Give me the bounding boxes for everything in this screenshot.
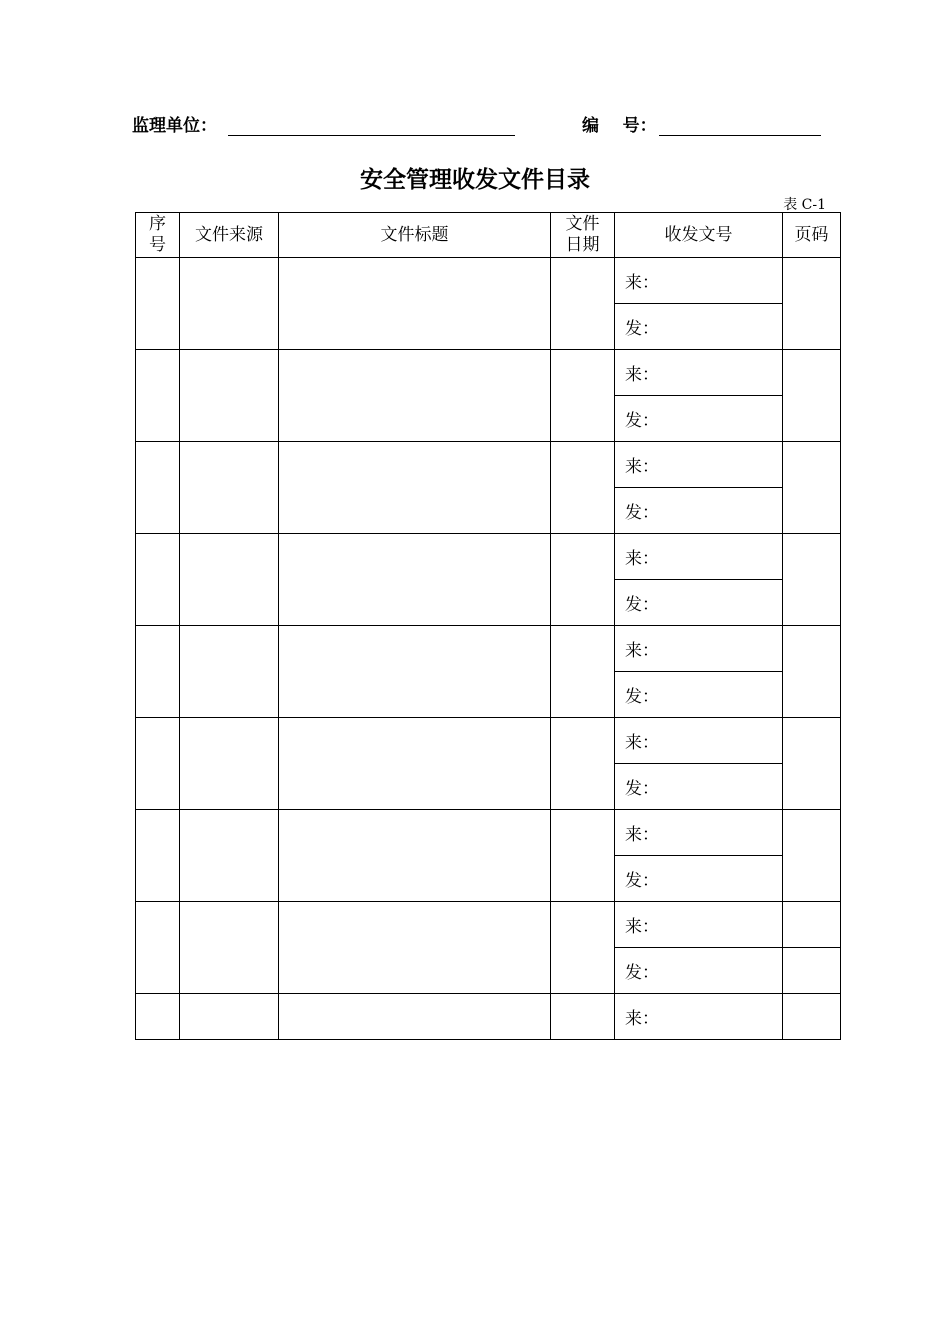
seq-cell[interactable]	[136, 350, 180, 442]
source-cell[interactable]	[180, 350, 279, 442]
date-cell[interactable]	[551, 626, 615, 718]
source-cell[interactable]	[180, 810, 279, 902]
sent-label: 发：	[625, 595, 659, 615]
received-label: 来：	[625, 917, 659, 937]
table-row	[136, 902, 841, 948]
sent-label: 发：	[625, 319, 659, 339]
column-header-date: 文件日期	[551, 213, 615, 258]
page-cell[interactable]	[783, 994, 841, 1040]
column-header-page: 页码	[783, 213, 841, 258]
sent-number-cell[interactable]	[615, 856, 783, 902]
table-row	[136, 810, 841, 856]
page-cell[interactable]	[783, 810, 841, 902]
table-row	[136, 350, 841, 396]
received-number-cell[interactable]	[615, 258, 783, 304]
source-cell[interactable]	[180, 534, 279, 626]
source-cell[interactable]	[180, 994, 279, 1040]
number-label: 编 号：	[582, 116, 657, 136]
title-cell[interactable]	[279, 810, 551, 902]
form-code: 表 C-1	[783, 197, 826, 213]
sent-number-cell[interactable]	[615, 580, 783, 626]
page-cell[interactable]	[783, 626, 841, 718]
table-header-row	[136, 213, 841, 258]
source-cell[interactable]	[180, 258, 279, 350]
received-label: 来：	[625, 457, 659, 477]
source-cell[interactable]	[180, 442, 279, 534]
title-cell[interactable]	[279, 258, 551, 350]
seq-cell[interactable]	[136, 258, 180, 350]
table-row	[136, 258, 841, 304]
sent-number-cell[interactable]	[615, 764, 783, 810]
received-label: 来：	[625, 825, 659, 845]
sent-label: 发：	[625, 779, 659, 799]
supervision-unit-field[interactable]	[228, 135, 515, 136]
date-cell[interactable]	[551, 718, 615, 810]
number-field[interactable]	[659, 135, 821, 136]
date-cell[interactable]	[551, 902, 615, 994]
header-line	[0, 114, 950, 140]
received-number-cell[interactable]	[615, 350, 783, 396]
title-cell[interactable]	[279, 350, 551, 442]
page-cell[interactable]	[783, 948, 841, 994]
sent-label: 发：	[625, 963, 659, 983]
seq-cell[interactable]	[136, 718, 180, 810]
seq-cell[interactable]	[136, 626, 180, 718]
date-cell[interactable]	[551, 810, 615, 902]
received-label: 来：	[625, 549, 659, 569]
column-header-title: 文件标题	[279, 213, 551, 258]
sent-label: 发：	[625, 503, 659, 523]
received-number-cell[interactable]	[615, 626, 783, 672]
sent-number-cell[interactable]	[615, 488, 783, 534]
source-cell[interactable]	[180, 626, 279, 718]
seq-cell[interactable]	[136, 442, 180, 534]
source-cell[interactable]	[180, 718, 279, 810]
table-row	[136, 626, 841, 672]
document-catalog-table	[135, 212, 841, 1040]
received-label: 来：	[625, 273, 659, 293]
table-row	[136, 994, 841, 1040]
table-row	[136, 718, 841, 764]
sent-label: 发：	[625, 411, 659, 431]
table-row	[136, 534, 841, 580]
sent-number-cell[interactable]	[615, 396, 783, 442]
seq-cell[interactable]	[136, 994, 180, 1040]
title-cell[interactable]	[279, 994, 551, 1040]
received-number-cell[interactable]	[615, 902, 783, 948]
sent-number-cell[interactable]	[615, 948, 783, 994]
title-cell[interactable]	[279, 442, 551, 534]
title-cell[interactable]	[279, 902, 551, 994]
seq-cell[interactable]	[136, 902, 180, 994]
supervision-unit-label: 监理单位：	[132, 116, 217, 136]
date-cell[interactable]	[551, 350, 615, 442]
received-label: 来：	[625, 641, 659, 661]
seq-cell[interactable]	[136, 534, 180, 626]
received-label: 来：	[625, 733, 659, 753]
received-number-cell[interactable]	[615, 534, 783, 580]
received-number-cell[interactable]	[615, 994, 783, 1040]
date-cell[interactable]	[551, 994, 615, 1040]
page-cell[interactable]	[783, 258, 841, 350]
column-header-source: 文件来源	[180, 213, 279, 258]
sent-label: 发：	[625, 687, 659, 707]
received-label: 来：	[625, 1009, 659, 1029]
source-cell[interactable]	[180, 902, 279, 994]
date-cell[interactable]	[551, 534, 615, 626]
page-cell[interactable]	[783, 442, 841, 534]
sent-number-cell[interactable]	[615, 304, 783, 350]
title-cell[interactable]	[279, 718, 551, 810]
seq-cell[interactable]	[136, 810, 180, 902]
table-row	[136, 442, 841, 488]
page-cell[interactable]	[783, 350, 841, 442]
received-number-cell[interactable]	[615, 442, 783, 488]
received-number-cell[interactable]	[615, 718, 783, 764]
column-header-seq: 序号	[136, 213, 180, 258]
sent-label: 发：	[625, 871, 659, 891]
page-cell[interactable]	[783, 718, 841, 810]
received-label: 来：	[625, 365, 659, 385]
column-header-doc-number: 收发文号	[615, 213, 783, 258]
page-cell[interactable]	[783, 902, 841, 948]
date-cell[interactable]	[551, 258, 615, 350]
date-cell[interactable]	[551, 442, 615, 534]
title-cell[interactable]	[279, 534, 551, 626]
page-cell[interactable]	[783, 534, 841, 626]
page-title: 安全管理收发文件目录	[360, 167, 590, 193]
received-number-cell[interactable]	[615, 810, 783, 856]
sent-number-cell[interactable]	[615, 672, 783, 718]
title-cell[interactable]	[279, 626, 551, 718]
